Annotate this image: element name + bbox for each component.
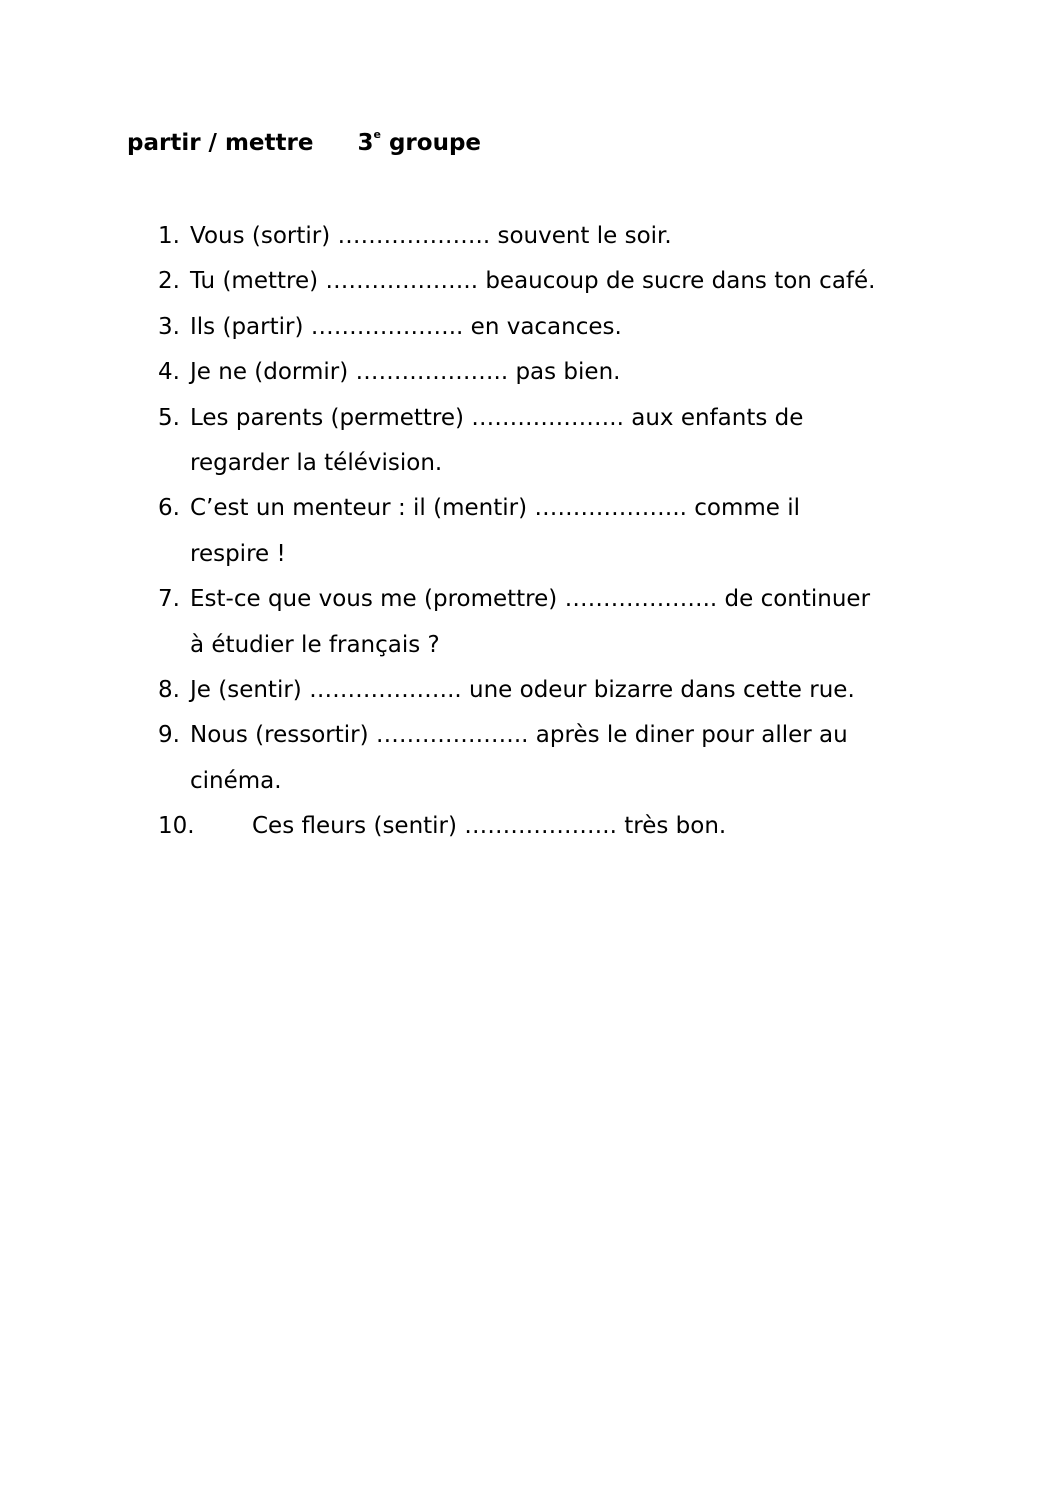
exercise-text: Je (sentir) ……………….. une odeur bizarre dans cette rue. [190, 677, 855, 704]
exercise-item-8 [158, 668, 958, 713]
exercise-number: 10. [158, 813, 195, 840]
exercise-number: 1. [158, 223, 180, 249]
title-group-number: 3 [357, 130, 374, 156]
exercise-text: Ils (partir) ……………….. en vacances. [190, 313, 622, 340]
exercise-line-continued: cinéma. [190, 767, 282, 794]
exercise-number: 9. [158, 722, 180, 749]
exercise-number: 3. [158, 313, 180, 340]
exercise-item-5 [158, 396, 958, 487]
exercise-item-7 [158, 577, 958, 668]
exercise-text [190, 577, 925, 668]
exercise-item-3 [158, 305, 958, 350]
exercise-text: Ces fleurs (sentir) ……………….. très bon. [252, 813, 727, 840]
exercise-number: 7. [158, 586, 180, 613]
exercise-line-continued: à étudier le français ? [190, 631, 440, 658]
exercise-number: 2. [158, 268, 180, 295]
exercise-line: Les parents (permettre) ……………….. aux enfants de [190, 404, 804, 431]
exercise-number: 5. [158, 404, 180, 431]
exercise-number: 4. [158, 359, 180, 386]
title-verbs: partir / mettre [127, 130, 314, 156]
exercise-text [190, 486, 925, 577]
exercise-line: Nous (ressortir) ……………….. après le diner pour aller au [190, 722, 848, 749]
worksheet-title [127, 126, 481, 160]
exercise-number: 8. [158, 677, 180, 704]
exercise-item-1 [158, 214, 958, 259]
title-group-superscript: e [373, 128, 381, 141]
exercise-item-9 [158, 713, 958, 804]
exercise-text: Tu (mettre) ……………….. beaucoup de sucre dans ton café. [190, 268, 876, 295]
title-group-word: groupe [388, 130, 482, 156]
exercise-line: Est-ce que vous me (promettre) ……………….. de continuer [190, 586, 871, 613]
exercise-text [190, 396, 925, 487]
exercise-text [190, 713, 925, 804]
exercise-line-continued: respire ! [190, 540, 286, 567]
exercise-item-4 [158, 350, 958, 395]
exercise-item-10 [158, 804, 958, 849]
exercise-item-2 [158, 259, 958, 304]
exercise-text: Vous (sortir) ……………….. souvent le soir. [190, 223, 672, 249]
exercise-line-continued: regarder la télévision. [190, 450, 443, 477]
exercise-text: Je ne (dormir) ……………….. pas bien. [190, 359, 621, 386]
exercise-list [158, 214, 958, 850]
exercise-item-6 [158, 486, 958, 577]
exercise-line: C’est un menteur : il (mentir) ……………….. comme il [190, 495, 801, 522]
exercise-number: 6. [158, 495, 180, 522]
